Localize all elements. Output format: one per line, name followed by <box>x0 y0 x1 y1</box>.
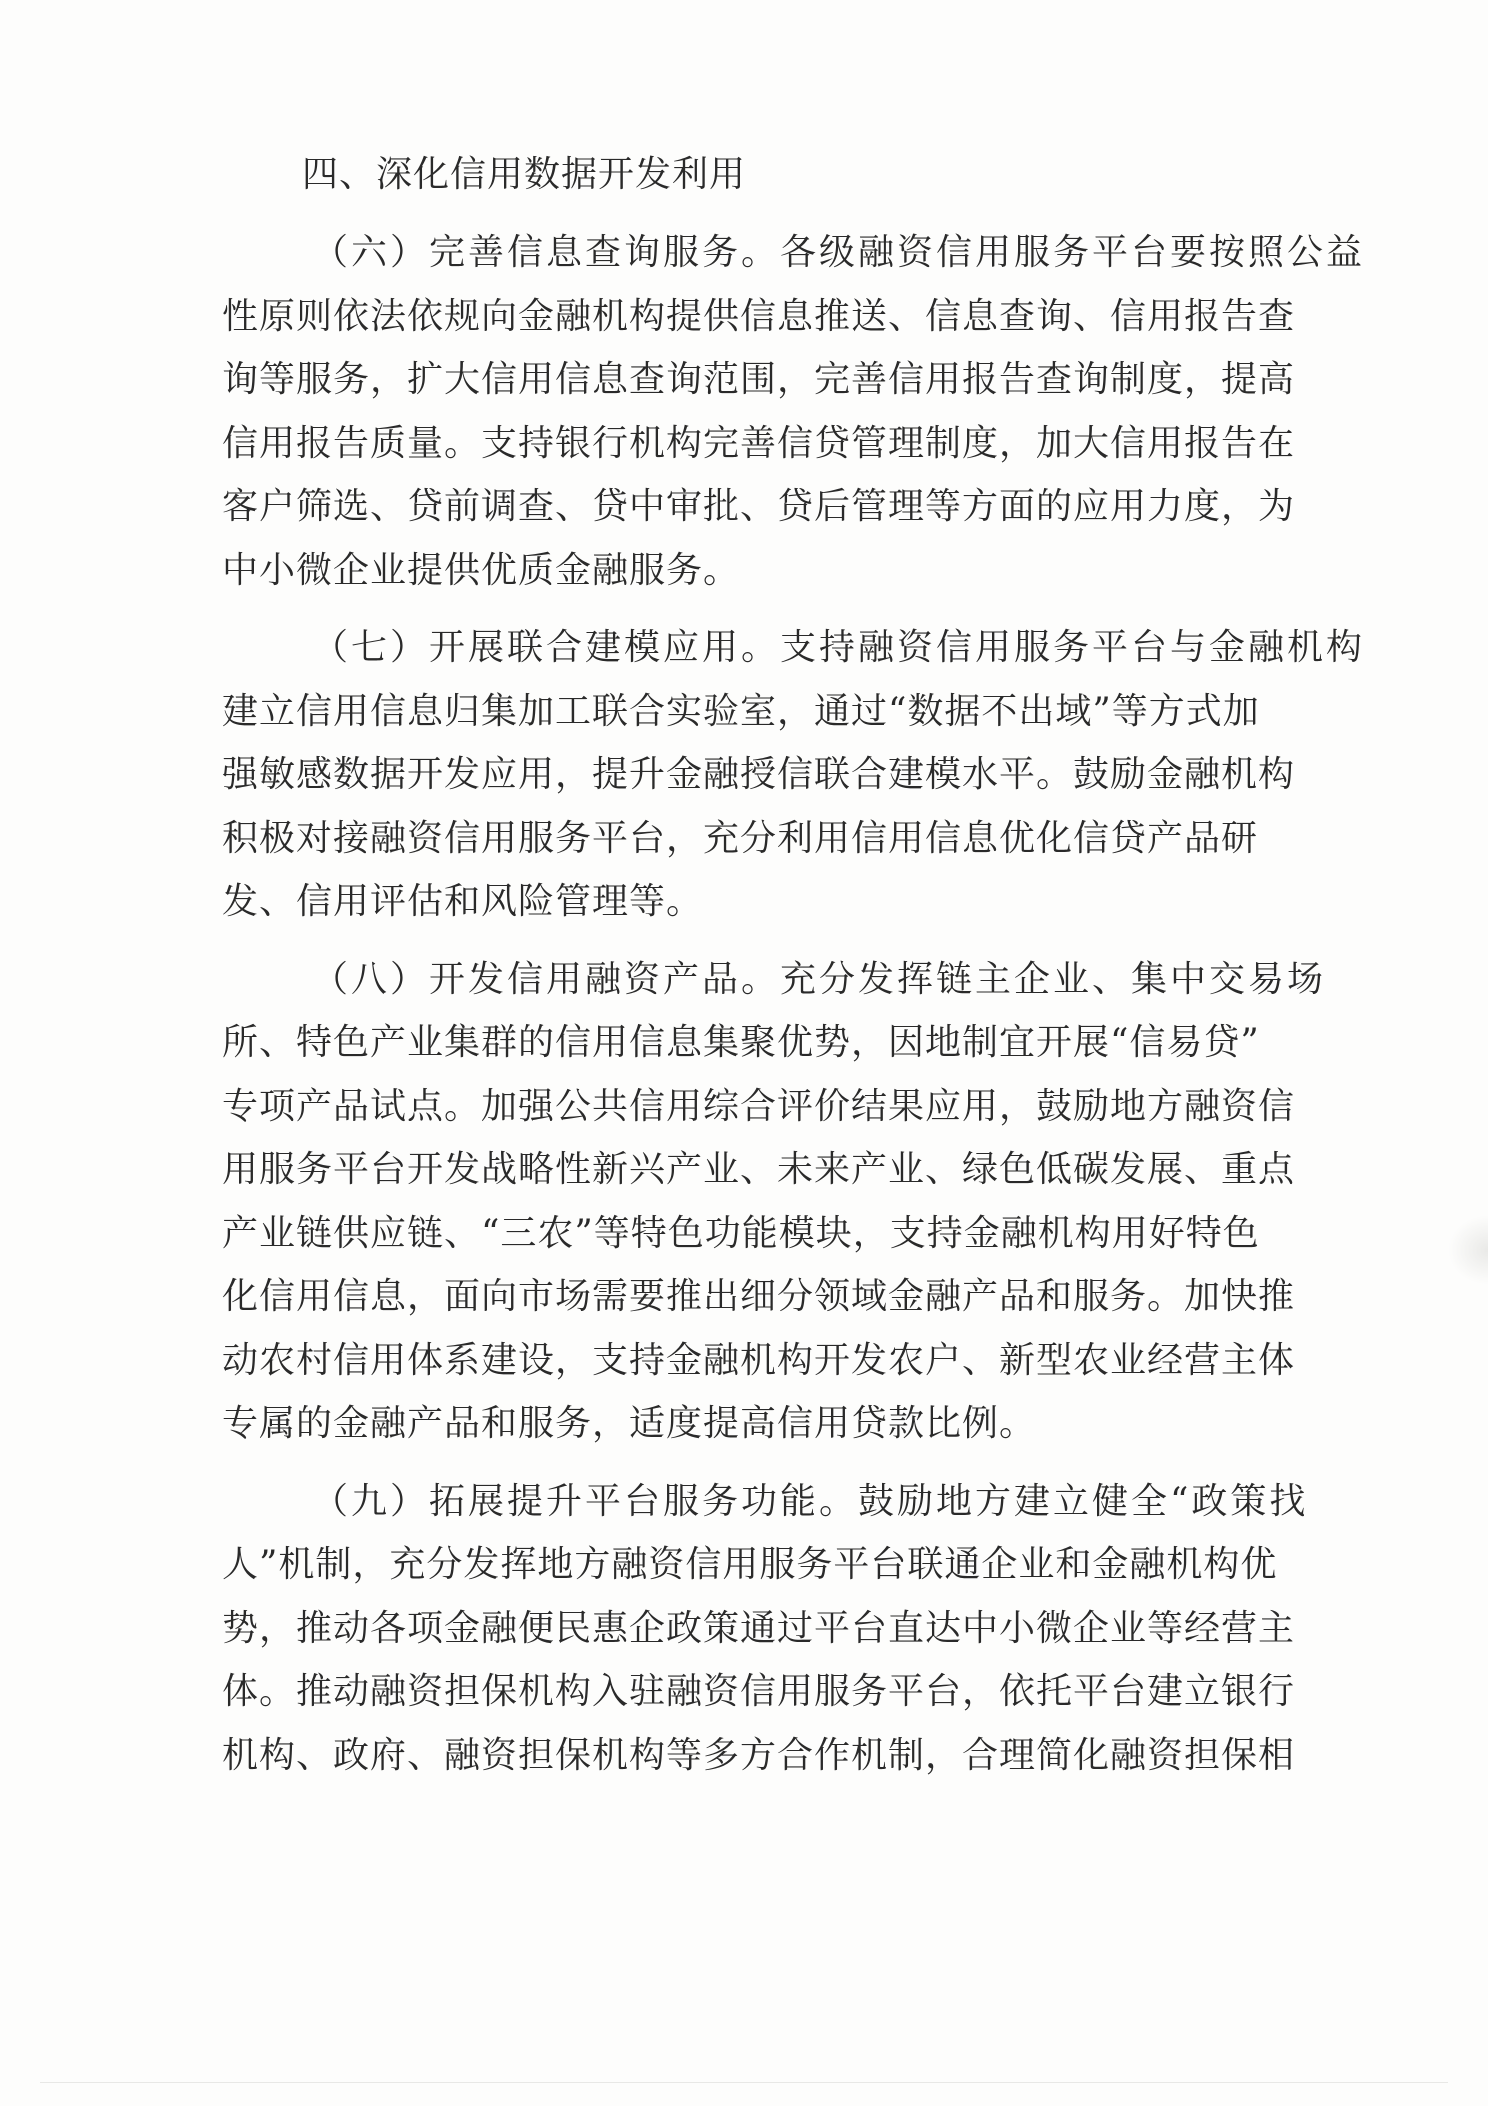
paragraph-line: 人”机制，充分发挥地方融资信用服务平台联通企业和金融机构优 <box>222 1544 1278 1585</box>
paragraph-line: 中小微企业提供优质金融服务。 <box>222 549 741 591</box>
paragraph-line: 势，推动各项金融便民惠企政策通过平台直达中小微企业等经营主 <box>222 1607 1296 1649</box>
scan-artifact <box>1448 1215 1488 1285</box>
paragraph-line: 建立信用信息归集加工联合实验室，通过“数据不出域”等方式加 <box>222 690 1260 732</box>
paragraph-line: 性原则依法依规向金融机构提供信息推送、信息查询、信用报告查 <box>222 295 1296 337</box>
document-body <box>222 145 1366 1801</box>
paragraph-line: （六）完善信息查询服务。各级融资信用服务平台要按照公益 <box>312 232 1366 273</box>
paragraph-line: （七）开展联合建模应用。支持融资信用服务平台与金融机构 <box>312 627 1366 668</box>
paragraph-line: 所、特色产业集群的信用信息集聚优势，因地制宜开展“信易贷” <box>222 1022 1260 1063</box>
paragraph-seven <box>222 616 1366 934</box>
paragraph-line: （八）开发信用融资产品。充分发挥链主企业、集中交易场 <box>312 958 1327 1000</box>
paragraph-line: 用服务平台开发战略性新兴产业、未来产业、绿色低碳发展、重点 <box>222 1149 1296 1190</box>
paragraph-line: 询等服务，扩大信用信息查询范围，完善信用报告查询制度，提高 <box>222 359 1296 400</box>
paragraph-line: （九）拓展提升平台服务功能。鼓励地方建立健全“政策找 <box>312 1480 1309 1522</box>
paragraph-line: 发、信用评估和风险管理等。 <box>222 881 704 922</box>
paragraph-line: 体。推动融资担保机构入驻融资信用服务平台，依托平台建立银行 <box>222 1671 1296 1712</box>
paragraph-line: 动农村信用体系建设，支持金融机构开发农户、新型农业经营主体 <box>222 1339 1296 1381</box>
page-bottom-divider <box>40 2082 1448 2083</box>
paragraph-line: 信用报告质量。支持银行机构完善信贷管理制度，加大信用报告在 <box>222 422 1296 464</box>
paragraph-line: 积极对接融资信用服务平台，充分利用信用信息优化信贷产品研 <box>222 817 1259 859</box>
paragraph-nine <box>222 1470 1309 1788</box>
paragraph-six <box>222 221 1366 602</box>
paragraph-line: 专属的金融产品和服务，适度提高信用贷款比例。 <box>222 1403 1037 1444</box>
paragraph-line: 专项产品试点。加强公共信用综合评价结果应用，鼓励地方融资信 <box>222 1085 1296 1127</box>
paragraph-line: 产业链供应链、“三农”等特色功能模块，支持金融机构用好特色 <box>222 1212 1260 1254</box>
paragraph-eight <box>222 948 1327 1456</box>
section-heading: 四、深化信用数据开发利用 <box>302 154 747 195</box>
paragraph-line: 客户筛选、贷前调查、贷中审批、贷后管理等方面的应用力度，为 <box>222 486 1296 527</box>
paragraph-line: 机构、政府、融资担保机构等多方合作机制，合理简化融资担保相 <box>222 1734 1296 1776</box>
paragraph-line: 强敏感数据开发应用，提升金融授信联合建模水平。鼓励金融机构 <box>222 754 1296 795</box>
paragraph-line: 化信用信息，面向市场需要推出细分领域金融产品和服务。加快推 <box>222 1276 1296 1317</box>
